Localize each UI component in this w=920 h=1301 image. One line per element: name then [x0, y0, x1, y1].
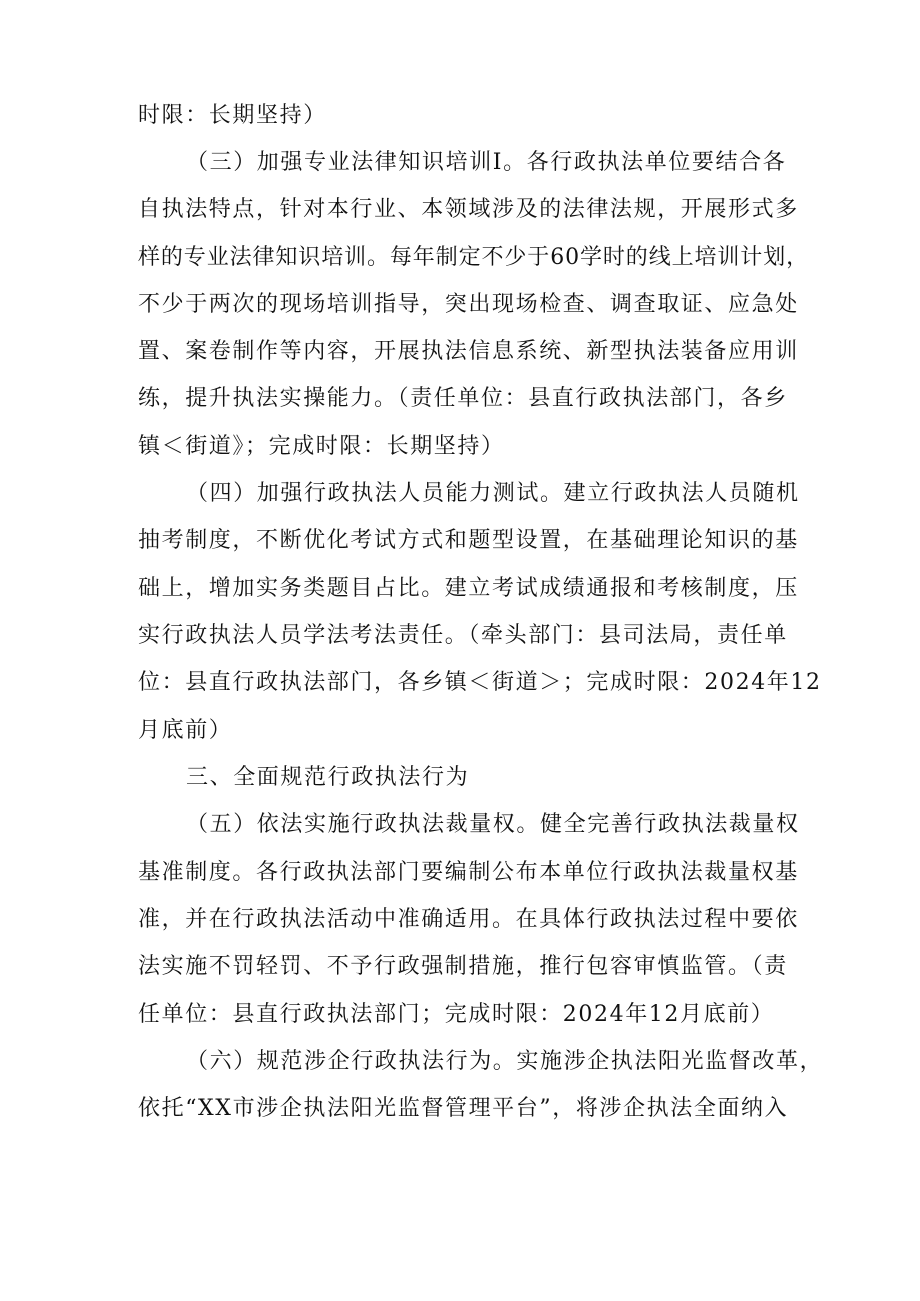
- text-line: 镇＜街道》；完成时限：长期坚持）: [138, 434, 505, 459]
- text-line: 法实施不罚轻罚、不予行政强制措施，推行包容审慎监管。（责: [138, 954, 788, 979]
- text-line: 样的专业法律知识培训。每年制定不少于60学时的线上培训计划，: [138, 245, 809, 270]
- text-line: 置、案卷制作等内容，开展执法信息系统、新型执法装备应用训: [138, 339, 799, 364]
- text-line: 抽考制度，不断优化考试方式和题型设置，在基础理论知识的基: [138, 528, 799, 553]
- text-line: 位：县直行政执法部门，各乡镇＜街道＞；完成时限：2024年12: [138, 670, 822, 695]
- paragraph-start-line: （四）加强行政执法人员能力测试。建立行政执法人员随机: [186, 481, 800, 506]
- text-line: 基准制度。各行政执法部门要编制公布本单位行政执法裁量权基: [138, 860, 799, 885]
- paragraph-start-line: （三）加强专业法律知识培训I。各行政执法单位要结合各: [186, 150, 787, 175]
- section-heading: 三、全面规范行政执法行为: [186, 765, 470, 790]
- paragraph-start-line: （五）依法实施行政执法裁量权。健全完善行政执法裁量权: [186, 812, 800, 837]
- paragraph-start-line: （六）规范涉企行政执法行为。实施涉企执法阳光监督改革，: [186, 1049, 824, 1074]
- text-line: 依托“XX市涉企执法阳光监督管理平台”，将涉企执法全面纳入: [138, 1096, 789, 1121]
- text-line: 不少于两次的现场培训指导，突出现场检查、调查取证、应急处: [138, 292, 799, 317]
- text-line: 实行政执法人员学法考法责任。（牵头部门：县司法局，责任单: [138, 623, 788, 648]
- text-line: 月底前）: [138, 718, 233, 743]
- text-line: 础上，增加实务类题目占比。建立考试成绩通报和考核制度，压: [138, 576, 799, 601]
- text-line: 准，并在行政执法活动中准确适用。在具体行政执法过程中要依: [138, 907, 799, 932]
- text-line: 练，提升执法实操能力。（责任单位：县直行政执法部门，各乡: [138, 386, 788, 411]
- text-line: 任单位：县直行政执法部门；完成时限：2024年12月底前）: [138, 1002, 775, 1027]
- text-line: 时限：长期坚持）: [138, 103, 327, 128]
- text-line: 自执法特点，针对本行业、本领域涉及的法律法规，开展形式多: [138, 197, 799, 222]
